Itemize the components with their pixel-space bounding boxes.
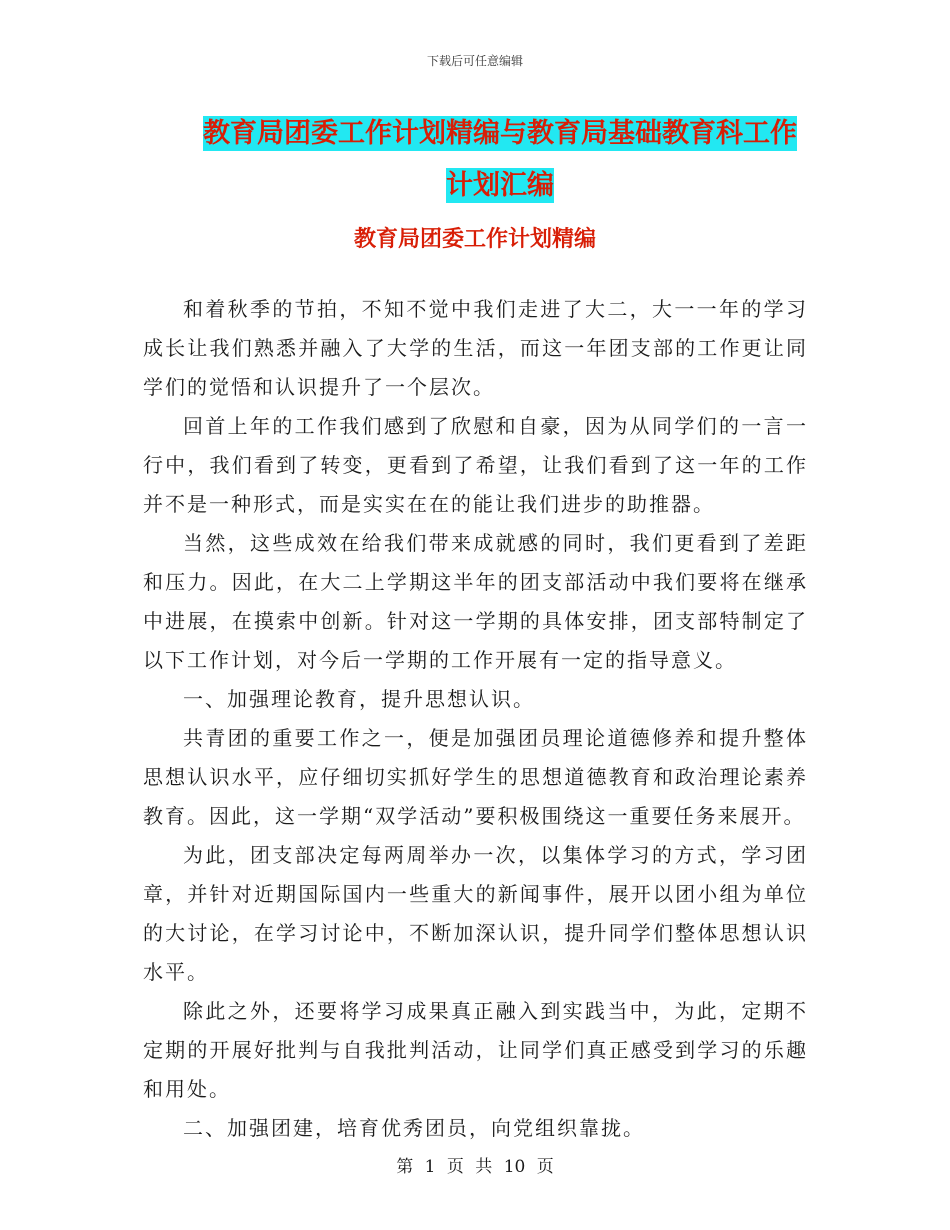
paragraph: 共青团的重要工作之一，便是加强团员理论道德修养和提升整体思想认识水平，应仔细切实抓好学生的思想道德教育和政治理论素养教育。因此，这一学期“双学活动”要积极围绕这一重要任务来展开。 [143, 726, 808, 828]
paragraph: 二、加强团建，培育优秀团员，向党组织靠拢。 [183, 1116, 645, 1140]
document-title-text: 教育局团委工作计划精编与教育局基础教育科工作计划汇编 [203, 118, 797, 201]
paragraph: 一、加强理论教育，提升思想认识。 [183, 687, 535, 711]
paragraph: 回首上年的工作我们感到了欣慰和自豪，因为从同学们的一言一行中，我们看到了转变，更看到了希望，让我们看到了这一年的工作并不是一种形式，而是实实在在的能让我们进步的助推器。 [143, 414, 808, 516]
document-title [190, 108, 810, 212]
paragraph: 为此，团支部决定每两周举办一次，以集体学习的方式，学习团章，并针对近期国际国内一些重大的新闻事件，展开以团小组为单位的大讨论，在学习讨论中，不断加深认识，提升同学们整体思想认识水平。 [143, 843, 808, 984]
paragraph: 除此之外，还要将学习成果真正融入到实践当中，为此，定期不定期的开展好批判与自我批判活动，让同学们真正感受到学习的乐趣和用处。 [143, 999, 808, 1101]
document-body [143, 290, 808, 1148]
section-title: 教育局团委工作计划精编 [353, 227, 596, 252]
paragraph: 当然，这些成效在给我们带来成就感的同时，我们更看到了差距和压力。因此，在大二上学期这半年的团支部活动中我们要将在继承中进展，在摸索中创新。针对这一学期的具体安排，团支部特制定了以下工作计划，对今后一学期的工作开展有一定的指导意义。 [143, 531, 808, 672]
header-note: 下载后可任意编辑 [426, 54, 523, 68]
page-footer: 第 1 页 共 10 页 [396, 1157, 554, 1177]
paragraph: 和着秋季的节拍，不知不觉中我们走进了大二，大一一年的学习成长让我们熟悉并融入了大学的生活，而这一年团支部的工作更让同学们的觉悟和认识提升了一个层次。 [143, 297, 808, 399]
